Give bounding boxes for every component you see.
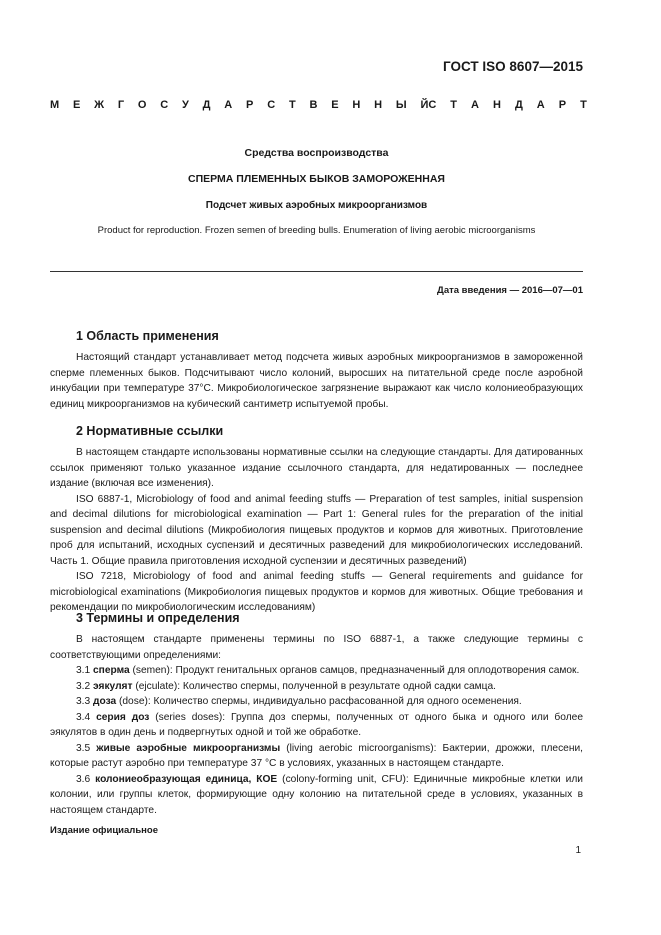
term-number: 3.6 [76,773,91,785]
banner-letter: Т [580,99,587,111]
banner-word-standard [428,99,586,111]
banner-letter: Ы [395,99,407,111]
term-definition [50,694,583,710]
paragraph: В настоящем стандарте применены термины по ISO 6887-1, а также следующие термины с соответствующими определениями: [50,634,583,661]
banner-letter: Й [420,99,429,111]
main-title: СПЕРМА ПЛЕМЕННЫХ БЫКОВ ЗАМОРОЖЕННАЯ [188,173,445,185]
term-name: сперма [93,665,130,676]
banner-letter: Е [331,99,339,111]
term-name: серия доз [96,711,150,723]
standard-number: ГОСТ ISO 8607—2015 [443,59,583,74]
term-number: 3.4 [76,711,91,723]
page-number: 1 [575,845,581,856]
term-text: (dose): Количество спермы, индивидуально расфасованной для одного осеменения. [116,696,522,707]
term-text: (series doses): Группа доз спермы, полученных от одного быка и одного или более эякулятов в один день и подвергнутых одной и той же обработке. [50,711,583,738]
banner-letter: Д [202,99,211,111]
term-definition [50,663,583,679]
interstate-standard-banner [50,99,587,111]
term-text: (semen): Продукт генитальных органов самцов, предназначенный для оплодотворения самок. [129,665,580,676]
section-2-heading: 2 Нормативные ссылки [76,424,224,438]
reference-iso-6887: ISO 6887-1, Microbiology of food and animal feeding stuffs — Preparation of test samples, initial suspension and decimal dilutions for microbiological examination — Part 1: General rules for the preparation of the initial suspension and decimal dilutions (Микробиология пищевых продуктов и кормов для животных. Приготовление проб для испытаний, исходных суспензий и десятичных разведений для микробиологических исследований. Часть 1. Общие правила приготовления исходной суспензии и десятичных разведений) [50,493,583,567]
banner-letter: В [309,99,318,111]
banner-letter: А [471,99,479,111]
term-text: (colony-forming unit, CFU): Единичные микробные клетки или колонии, или группы клеток, формирующие одну колонию на питательной среде в условиях, указанных в настоящем стандарте. [50,773,583,816]
banner-letter: Р [558,99,567,111]
banner-letter: С [160,99,169,111]
term-text: (ejculate): Количество спермы, полученной в результате одной садки самца. [132,680,497,692]
paragraph: Настоящий стандарт устанавливает метод подсчета живых аэробных микроорганизмов в замороженной сперме племенных быков. Подсчитывают число колоний, выросших на питательной среде после аэробной инкубации при температуре 37°С. Микробиологическое загрязнение выражают как число колониеобразующих единиц микроорганизмов на кубический сантиметр испытуемой пробы. [50,352,583,410]
banner-letter: Е [72,99,81,111]
term-name: доза [93,696,117,707]
banner-letter: У [182,99,189,111]
banner-letter: Г [117,99,125,111]
term-definition [50,741,583,772]
banner-letter: Р [246,99,254,111]
term-name: колониеобразующая единица, КОЕ [95,773,278,785]
banner-letter: Т [288,99,296,111]
banner-letter: Н [374,99,383,111]
banner-letter: Н [492,99,501,111]
banner-letter: Д [514,99,523,111]
banner-letter: С [428,99,437,111]
section-2-body [50,445,583,616]
section-3-body [50,632,583,818]
banner-letter: О [137,99,147,111]
category-title: Средства воспроизводства [244,147,389,159]
edition-label: Издание официальное [50,825,158,836]
banner-letter: Т [450,99,458,111]
term-name: живые аэробные микроорганизмы [96,742,281,754]
term-number: 3.2 [76,680,91,692]
banner-letter: Н [352,99,361,111]
paragraph: В настоящем стандарте использованы нормативные ссылки на следующие стандарты. Для датированных ссылок применяют только указанное издание ссылочного стандарта, для недатированных — последнее издание (включая все изменения). [50,447,583,489]
term-number: 3.1 [76,665,91,676]
term-number: 3.5 [76,742,91,754]
term-definition [50,710,583,741]
banner-letter: А [224,99,233,111]
reference-iso-7218: ISO 7218, Microbiology of food and animal feeding stuffs — General requirements and guidance for microbiological examinations (Микробиология пищевых продуктов и кормов для животных. Общие требования и рекомендации по микробиологическим исследованиям) [50,571,583,613]
term-text: (living aerobic microorganisms): Бактерии, дрожжи, плесени, которые растут аэробно при температуре 37 °С в условиях, указанных в настоящем стандарте. [50,742,583,769]
terms-list [50,663,583,818]
banner-letter: Ж [94,99,105,111]
section-3-heading: 3 Термины и определения [76,611,240,625]
banner-word-interstate [50,99,428,111]
banner-letter: С [267,99,276,111]
banner-letter: М [50,99,60,111]
sub-title: Подсчет живых аэробных микроорганизмов [205,200,428,211]
section-1-heading: 1 Область применения [76,329,219,343]
term-number: 3.3 [76,696,91,707]
banner-letter: А [536,99,545,111]
header-divider [50,271,583,272]
term-definition [50,679,583,695]
introduction-date: Дата введения — 2016—07—01 [437,285,583,296]
english-title: Product for reproduction. Frozen semen of breeding bulls. Enumeration of living aerobic microorganisms [97,225,536,236]
term-definition [50,772,583,819]
section-1-body [50,350,583,412]
term-name: эякулят [93,680,133,692]
